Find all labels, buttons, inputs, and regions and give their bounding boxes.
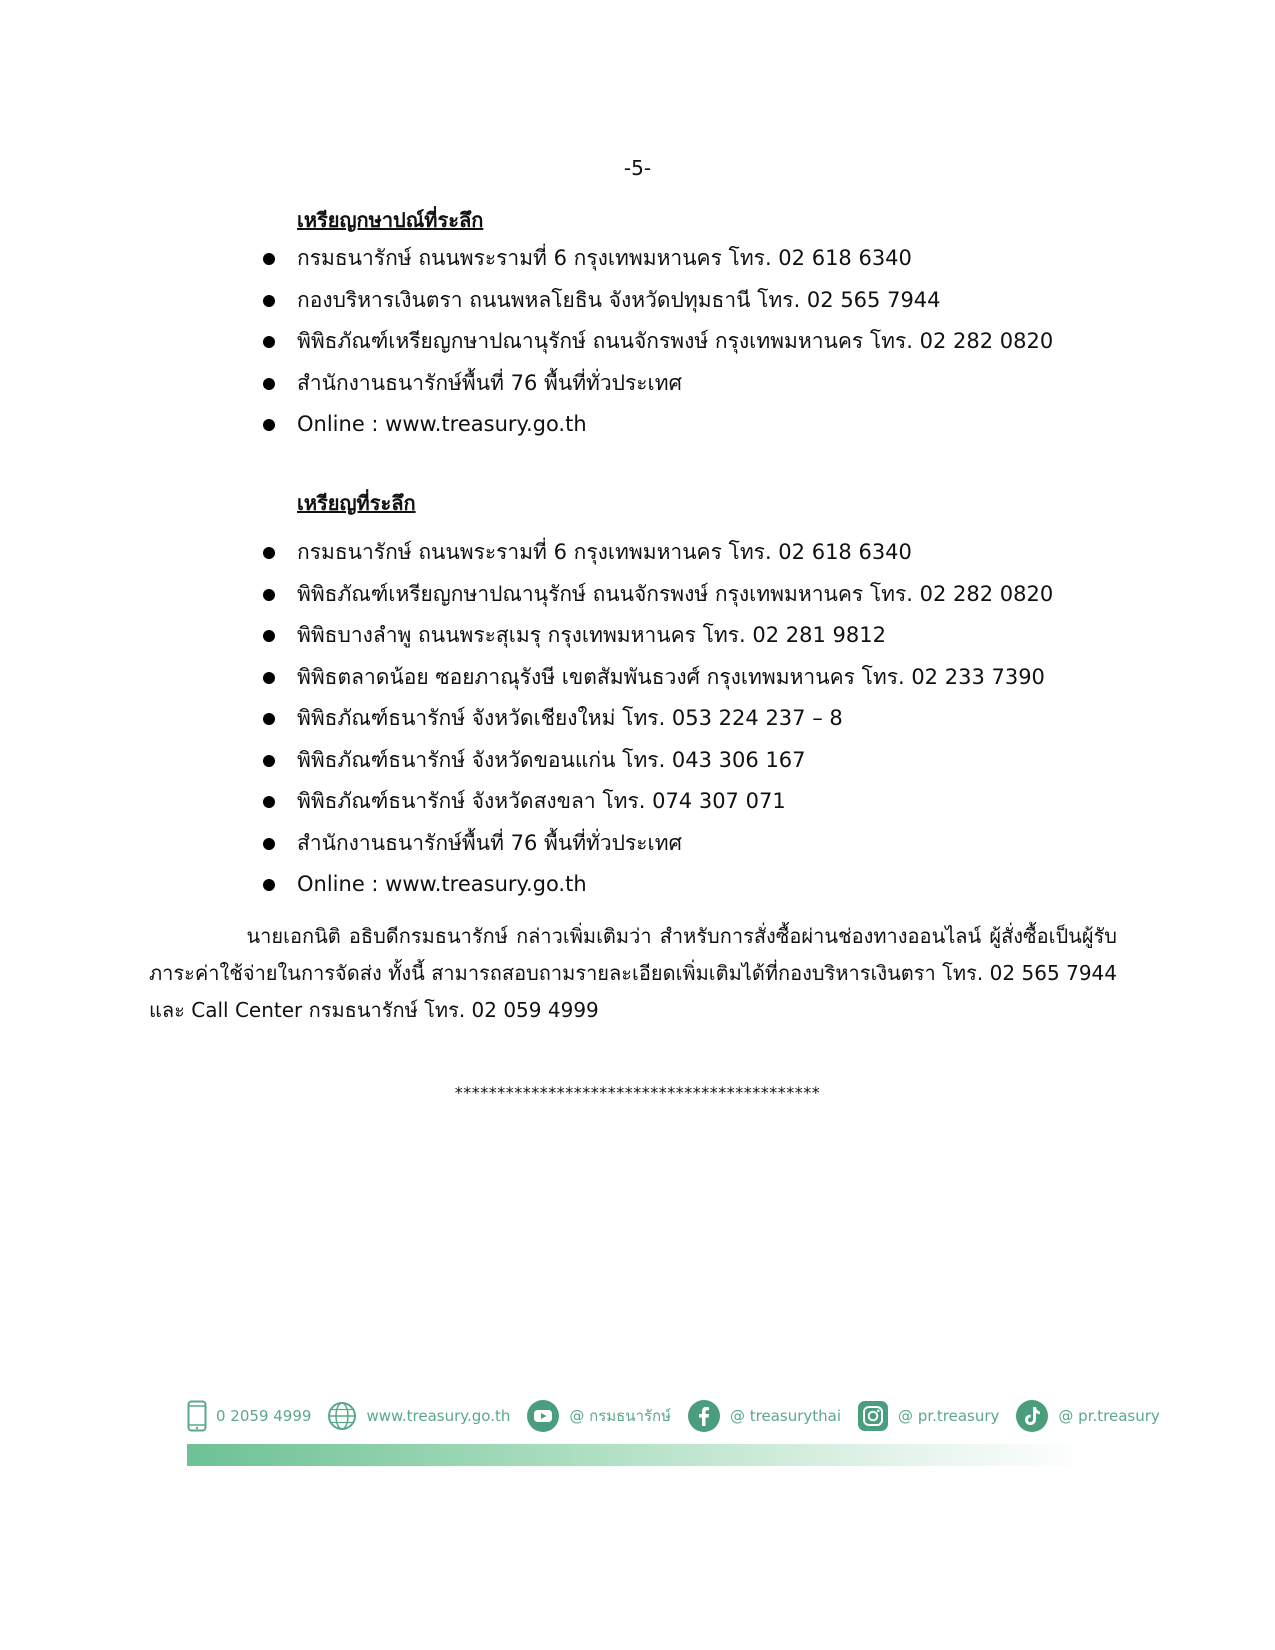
footer-instagram-text[interactable]: @ pr.treasury (898, 1407, 1000, 1425)
list-item (258, 864, 1053, 906)
list-item-text: พิพิธตลาดน้อย ซอยภาณุรังษี เขตสัมพันธวงศ์ กรุงเทพมหานคร โทร. 02 233 7390 (297, 664, 1045, 689)
list-item (258, 238, 1053, 280)
closing-paragraph (149, 918, 1117, 1029)
bullet-icon (263, 336, 275, 348)
youtube-icon (526, 1399, 560, 1433)
end-divider: ******************************************* (454, 1083, 821, 1102)
footer-youtube[interactable] (526, 1399, 671, 1433)
list-item (258, 574, 1053, 616)
list-item (258, 321, 1053, 363)
bullet-icon (263, 879, 275, 891)
bullet-icon (263, 713, 275, 725)
list-item-text: Online : www.treasury.go.th (297, 412, 587, 436)
list-item-text: กรมธนารักษ์ ถนนพระรามที่ 6 กรุงเทพมหานคร โทร. 02 618 6340 (297, 246, 912, 270)
section-heading-commemorative-coins: เหรียญกษาปณ์ที่ระลึก (297, 208, 484, 232)
page-number: -5- (623, 156, 652, 180)
tiktok-icon (1015, 1399, 1049, 1433)
locations-list-medals (258, 532, 1053, 906)
bullet-icon (263, 672, 275, 684)
footer-contacts (187, 1396, 1160, 1436)
footer-website-text[interactable]: www.treasury.go.th (366, 1407, 511, 1425)
list-item-text: พิพิธภัณฑ์ธนารักษ์ จังหวัดสงขลา โทร. 074 307 071 (297, 789, 786, 813)
facebook-icon (687, 1399, 721, 1433)
bullet-icon (263, 547, 275, 559)
list-item-text: กองบริหารเงินตรา ถนนพหลโยธิน จังหวัดปทุมธานี โทร. 02 565 7944 (297, 287, 941, 312)
list-item (258, 363, 1053, 405)
list-item (258, 823, 1053, 865)
footer-facebook-text[interactable]: @ treasurythai (730, 1407, 842, 1425)
list-item (258, 532, 1053, 574)
list-item-text: พิพิธภัณฑ์ธนารักษ์ จังหวัดเชียงใหม่ โทร. 053 224 237 – 8 (297, 706, 843, 730)
bullet-icon (263, 838, 275, 850)
list-item (258, 280, 1053, 322)
list-item (258, 657, 1053, 699)
list-item-text: พิพิธภัณฑ์ธนารักษ์ จังหวัดขอนแก่น โทร. 043 306 167 (297, 747, 806, 772)
list-item-text: พิพิธภัณฑ์เหรียญกษาปณานุรักษ์ ถนนจักรพงษ์ กรุงเทพมหานคร โทร. 02 282 0820 (297, 329, 1054, 353)
section-heading-commemorative-medals: เหรียญที่ระลึก (297, 491, 416, 515)
footer-tiktok-text[interactable]: @ pr.treasury (1058, 1407, 1160, 1425)
list-item-text: สำนักงานธนารักษ์พื้นที่ 76 พื้นที่ทั่วประเทศ (297, 370, 682, 395)
footer-instagram[interactable] (857, 1400, 999, 1432)
bullet-icon (263, 295, 275, 307)
list-item-text: พิพิธบางลำพู ถนนพระสุเมรุ กรุงเทพมหานคร โทร. 02 281 9812 (297, 623, 886, 647)
bullet-icon (263, 419, 275, 431)
footer-facebook[interactable] (687, 1399, 841, 1433)
footer-website[interactable] (327, 1401, 510, 1431)
list-item (258, 404, 1053, 446)
bullet-icon (263, 630, 275, 642)
footer-phone-text: 0 2059 4999 (216, 1407, 312, 1425)
bullet-icon (263, 253, 275, 265)
locations-list-coins (258, 238, 1053, 446)
list-item (258, 740, 1053, 782)
list-item-text: พิพิธภัณฑ์เหรียญกษาปณานุรักษ์ ถนนจักรพงษ์ กรุงเทพมหานคร โทร. 02 282 0820 (297, 581, 1054, 606)
globe-icon (327, 1401, 357, 1431)
footer-youtube-text[interactable]: @ กรมธนารักษ์ (569, 1407, 672, 1425)
list-item-text: Online : www.treasury.go.th (297, 872, 587, 896)
list-item (258, 698, 1053, 740)
phone-icon (187, 1400, 207, 1432)
list-item-text: กรมธนารักษ์ ถนนพระรามที่ 6 กรุงเทพมหานคร โทร. 02 618 6340 (297, 540, 912, 564)
footer-gradient-bar (187, 1444, 1089, 1466)
closing-paragraph-text: นายเอกนิติ อธิบดีกรมธนารักษ์ กล่าวเพิ่มเติมว่า สำหรับการสั่งซื้อผ่านช่องทางออนไลน์ ผู้สั่งซื้อเป็นผู้รับภาระค่าใช้จ่ายในการจัดส่ง ทั้งนี้ สามารถสอบถามรายละเอียดเพิ่มเติมได้ที่กองบริหารเงินตรา โทร. 02 565 7944 และ Call Center กรมธนารักษ์ โทร. 02 059 4999 (149, 924, 1117, 1022)
instagram-icon (857, 1400, 889, 1432)
list-item (258, 781, 1053, 823)
footer-tiktok[interactable] (1015, 1399, 1159, 1433)
bullet-icon (263, 755, 275, 767)
list-item-text: สำนักงานธนารักษ์พื้นที่ 76 พื้นที่ทั่วประเทศ (297, 830, 682, 855)
bullet-icon (263, 796, 275, 808)
list-item (258, 615, 1053, 657)
footer-phone (187, 1400, 311, 1432)
bullet-icon (263, 378, 275, 390)
bullet-icon (263, 589, 275, 601)
